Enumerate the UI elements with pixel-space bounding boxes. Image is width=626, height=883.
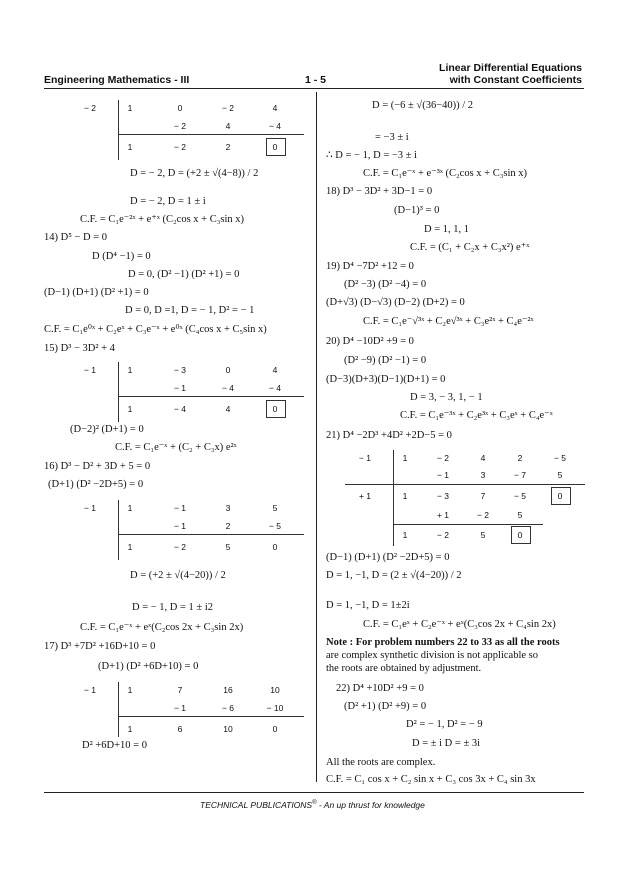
right-line: C.F. = C₁eˣ + C₂e⁻ˣ + eˣ(C₃cos 2x + C₄sin 2x)	[363, 619, 556, 630]
cell: − 3	[173, 365, 187, 375]
cell: − 2	[221, 103, 235, 113]
right-line: All the roots are complex.	[326, 757, 436, 768]
remainder-box	[266, 400, 286, 418]
right-line: C.F. = (C₁ + C₂x + C₃x²) e⁺ˣ	[410, 242, 530, 253]
left-line: C.F. = C₁e⁰ˣ + C₂eˣ + C₃e⁻ˣ + e⁰ˣ (C₄cos x + C₅sin x)	[44, 324, 267, 335]
left-line: D = − 2, D = 1 ± i	[130, 196, 206, 207]
right-line: 19) D⁴ −7D² +12 = 0	[326, 261, 414, 272]
right-line: (D² −3) (D² −4) = 0	[344, 279, 427, 290]
cell: 2	[517, 453, 523, 463]
cell: − 4	[221, 383, 235, 393]
left-line: (D+1) (D² −2D+5) = 0	[48, 479, 144, 490]
cell: 4	[480, 453, 486, 463]
right-line: C.F. = C₁e⁻³ˣ + C₂e³ˣ + C₃eˣ + C₄e⁻ˣ	[400, 410, 553, 421]
right-line: C.F. = C₁e⁻ˣ + e⁻³ˣ (C₂cos x + C₃sin x)	[363, 168, 528, 179]
divider-horizontal	[118, 134, 304, 135]
cell: 0	[272, 542, 278, 552]
left-line: D = − 1, D = 1 ± i2	[132, 602, 213, 613]
right-line: D = 1, −1, D = (2 ± √(4−20)) / 2	[326, 570, 462, 581]
divider-horizontal	[393, 524, 543, 525]
cell: − 10	[266, 703, 284, 713]
footer	[200, 800, 425, 810]
cell: − 2	[173, 121, 187, 131]
synthetic-division-table	[345, 450, 590, 546]
right-line: (D² +1) (D² +9) = 0	[344, 701, 427, 712]
cell: 0	[272, 404, 278, 414]
right-line: 22) D⁴ +10D² +9 = 0	[336, 683, 424, 694]
synthetic-division-table	[70, 682, 310, 742]
page-number: 1 - 5	[305, 74, 327, 86]
cell: 5	[225, 542, 231, 552]
right-line: C.F. = C₁e⁻√³ˣ + C₂e√³ˣ + C₃e²ˣ + C₄e⁻²ˣ	[363, 316, 534, 327]
cell: 0	[272, 724, 278, 734]
synthetic-division-table	[70, 362, 310, 422]
cell: − 1	[173, 703, 187, 713]
left-line: (D+1) (D² +6D+10) = 0	[98, 661, 199, 672]
left-line: (D−2)² (D+1) = 0	[70, 424, 144, 435]
cell: 0	[272, 142, 278, 152]
cell: 4	[272, 365, 278, 375]
cell: − 1	[83, 503, 97, 513]
divider-vertical	[118, 362, 119, 422]
cell: 3	[225, 503, 231, 513]
cell: − 4	[268, 121, 282, 131]
cell: 1	[127, 365, 133, 375]
cell: − 1	[358, 453, 372, 463]
registered-mark: ®	[312, 800, 317, 807]
cell: − 2	[436, 453, 450, 463]
divider-horizontal	[345, 484, 585, 485]
header-rule	[44, 88, 584, 89]
left-line: D = 0, D =1, D = − 1, D² = − 1	[125, 305, 255, 316]
cell: 6	[177, 724, 183, 734]
tagline: - An up thrust for knowledge	[316, 800, 425, 810]
divider-vertical	[393, 450, 394, 546]
divider-vertical	[118, 100, 119, 160]
cell: 1	[127, 685, 133, 695]
cell: 2	[225, 142, 231, 152]
divider-vertical	[118, 682, 119, 737]
cell: 1	[127, 142, 133, 152]
right-line: (D−1) (D+1) (D² −2D+5) = 0	[326, 552, 450, 563]
left-line: C.F. = C₁e⁻ˣ + eˣ(C₂cos 2x + C₃sin 2x)	[80, 622, 244, 633]
cell: − 1	[173, 521, 187, 531]
remainder-box	[266, 138, 286, 156]
cell: 0	[557, 491, 563, 501]
cell: − 5	[513, 491, 527, 501]
right-line: = −3 ± i	[375, 132, 409, 143]
right-line: (D−1)³ = 0	[394, 205, 440, 216]
left-line: (D−1) (D+1) (D² +1) = 0	[44, 287, 149, 298]
cell: 7	[177, 685, 183, 695]
cell: + 1	[358, 491, 372, 501]
left-line: D (D⁴ −1) = 0	[92, 251, 151, 262]
cell: 5	[272, 503, 278, 513]
cell: 5	[557, 470, 563, 480]
cell: 1	[127, 404, 133, 414]
cell: 1	[127, 103, 133, 113]
right-line: Note : For problem numbers 22 to 33 as all the roots	[326, 637, 560, 648]
remainder-box	[511, 526, 531, 544]
right-line: (D−3)(D+3)(D−1)(D+1) = 0	[326, 374, 446, 385]
cell: − 1	[83, 365, 97, 375]
cell: − 1	[173, 503, 187, 513]
cell: − 4	[268, 383, 282, 393]
divider-vertical	[118, 500, 119, 560]
column-divider	[316, 92, 317, 782]
left-line: D = − 2, D = (+2 ± √(4−8)) / 2	[130, 168, 259, 179]
cell: − 4	[173, 404, 187, 414]
cell: 3	[480, 470, 486, 480]
cell: − 1	[436, 470, 450, 480]
cell: − 2	[436, 530, 450, 540]
right-line: D = 1, −1, D = 1±2i	[326, 600, 410, 611]
cell: 1	[127, 724, 133, 734]
cell: 1	[127, 503, 133, 513]
book-title: Engineering Mathematics - III	[44, 74, 190, 86]
right-line: D = ± i D = ± 3i	[412, 738, 480, 749]
cell: 4	[225, 404, 231, 414]
left-line: 15) D³ − 3D² + 4	[44, 343, 115, 354]
cell: − 1	[83, 685, 97, 695]
cell: 0	[177, 103, 183, 113]
running-title-line1: Linear Differential Equations	[439, 62, 582, 74]
cell: − 1	[173, 383, 187, 393]
right-line: are complex synthetic division is not applicable so	[326, 650, 538, 661]
right-line: D = 1, 1, 1	[424, 224, 470, 235]
right-line: the roots are obtained by adjustment.	[326, 663, 482, 674]
right-line: 21) D⁴ −2D³ +4D² +2D−5 = 0	[326, 430, 452, 441]
left-line: C.F. = C₁e⁻²ˣ + e⁺ˣ (C₂cos x + C₃sin x)	[80, 214, 245, 225]
cell: 5	[517, 510, 523, 520]
cell: − 5	[268, 521, 282, 531]
cell: − 6	[221, 703, 235, 713]
right-line: D = (−6 ± √(36−40)) / 2	[372, 100, 474, 111]
cell: 1	[127, 542, 133, 552]
cell: − 2	[476, 510, 490, 520]
divider-horizontal	[118, 716, 304, 717]
cell: 4	[225, 121, 231, 131]
cell: 1	[402, 491, 408, 501]
cell: 0	[225, 365, 231, 375]
right-line: 20) D⁴ −10D² +9 = 0	[326, 336, 414, 347]
cell: 1	[402, 453, 408, 463]
cell: 4	[272, 103, 278, 113]
left-line: C.F. = C₁e⁻ˣ + (C₂ + C₃x) e²ˣ	[115, 442, 237, 453]
cell: − 5	[553, 453, 567, 463]
running-title-line2: with Constant Coefficients	[449, 74, 582, 86]
left-line: 17) D³ +7D² +16D+10 = 0	[44, 641, 156, 652]
synthetic-division-table	[70, 100, 310, 160]
right-line: D² = − 1, D² = − 9	[406, 719, 483, 730]
divider-horizontal	[118, 534, 304, 535]
cell: 2	[225, 521, 231, 531]
left-line: D = (+2 ± √(4−20)) / 2	[130, 570, 226, 581]
publisher: TECHNICAL PUBLICATIONS	[200, 800, 313, 810]
cell: 0	[517, 530, 523, 540]
left-line: D² +6D+10 = 0	[82, 740, 147, 751]
cell: − 2	[83, 103, 97, 113]
remainder-box	[551, 487, 571, 505]
cell: − 7	[513, 470, 527, 480]
cell: 5	[480, 530, 486, 540]
footer-rule	[44, 792, 584, 793]
cell: 7	[480, 491, 486, 501]
cell: 10	[223, 724, 233, 734]
cell: 16	[223, 685, 233, 695]
right-line: C.F. = C₁ cos x + C₂ sin x + C₃ cos 3x + C₄ sin 3x	[326, 774, 536, 785]
left-line: D = 0, (D² −1) (D² +1) = 0	[128, 269, 240, 280]
left-line: 14) D⁵ − D = 0	[44, 232, 108, 243]
left-line: 16) D³ − D² + 3D + 5 = 0	[44, 461, 151, 472]
cell: − 2	[173, 142, 187, 152]
right-line: D = 3, − 3, 1, − 1	[410, 392, 483, 403]
right-line: 18) D³ − 3D² + 3D−1 = 0	[326, 186, 433, 197]
cell: 10	[270, 685, 280, 695]
cell: − 3	[436, 491, 450, 501]
synthetic-division-table	[70, 500, 310, 560]
right-line: (D+√3) (D−√3) (D−2) (D+2) = 0	[326, 297, 465, 308]
divider-horizontal	[118, 396, 304, 397]
cell: 1	[402, 530, 408, 540]
right-line: ∴ D = − 1, D = −3 ± i	[326, 150, 417, 161]
right-line: (D² −9) (D² −1) = 0	[344, 355, 427, 366]
cell: − 2	[173, 542, 187, 552]
cell: + 1	[436, 510, 450, 520]
